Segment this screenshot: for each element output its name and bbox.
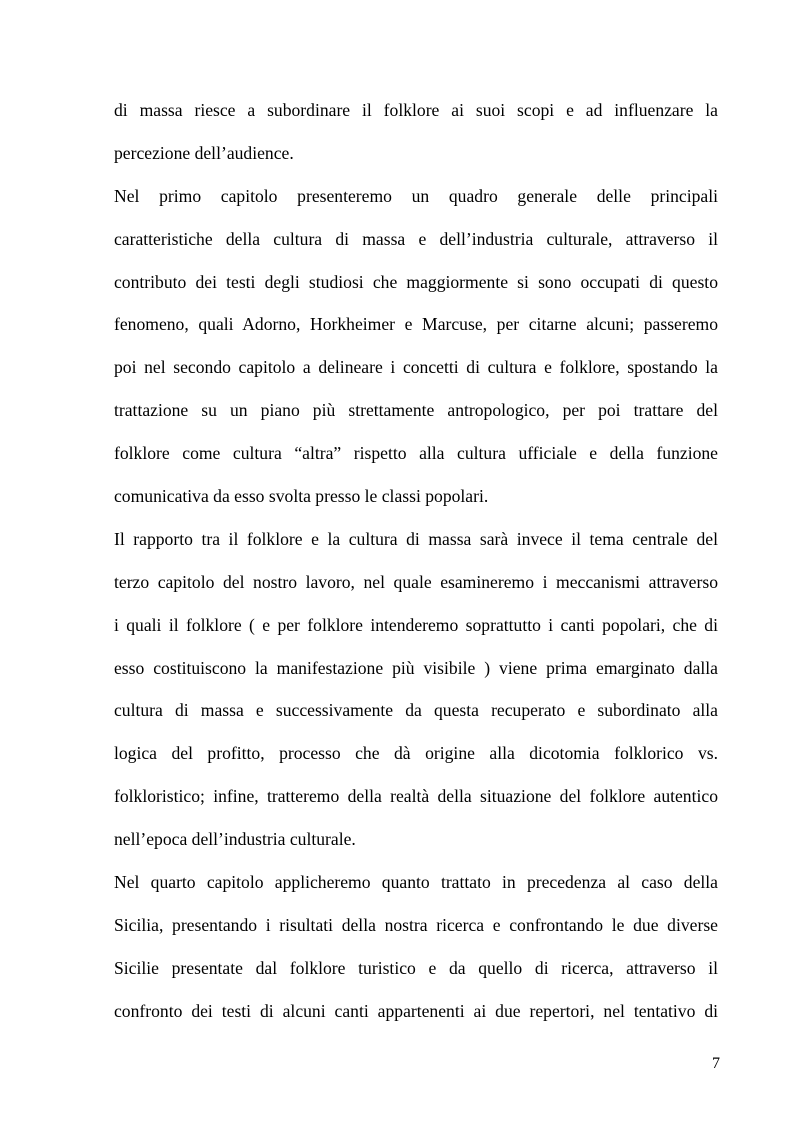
text-line: terzo capitolo del nostro lavoro, nel quale esamineremo i meccanismi attraverso (114, 571, 718, 592)
text-line: fenomeno, quali Adorno, Horkheimer e Marcuse, per citarne alcuni; passeremo (114, 314, 718, 335)
page-number: 7 (712, 1055, 720, 1072)
body-text (114, 89, 718, 1033)
text-line: nell’epoca dell’industria culturale. (114, 829, 356, 850)
text-line: esso costituiscono la manifestazione più visibile ) viene prima emarginato dalla (114, 657, 718, 678)
text-line: contributo dei testi degli studiosi che maggiormente si sono occupati di questo (114, 271, 718, 292)
text-line: cultura di massa e successivamente da questa recuperato e subordinato alla (114, 700, 718, 721)
text-line: caratteristiche della cultura di massa e dell’industria culturale, attraverso il (114, 228, 718, 249)
text-line: Il rapporto tra il folklore e la cultura di massa sarà invece il tema centrale del (114, 528, 718, 549)
text-line: trattazione su un piano più strettamente antropologico, per poi trattare del (114, 400, 718, 421)
text-line: poi nel secondo capitolo a delineare i concetti di cultura e folklore, spostando la (114, 357, 718, 378)
text-line: Nel quarto capitolo applicheremo quanto trattato in precedenza al caso della (114, 872, 718, 893)
text-line: Sicilia, presentando i risultati della nostra ricerca e confrontando le due diverse (114, 914, 718, 935)
text-line: confronto dei testi di alcuni canti appartenenti ai due repertori, nel tentativo di (114, 1000, 718, 1021)
text-line: percezione dell’audience. (114, 142, 294, 163)
text-line: Nel primo capitolo presenteremo un quadro generale delle principali (114, 185, 718, 206)
text-line: Sicilie presentate dal folklore turistico e da quello di ricerca, attraverso il (114, 957, 718, 978)
text-line: logica del profitto, processo che dà origine alla dicotomia folklorico vs. (114, 743, 718, 764)
text-line: folklore come cultura “altra” rispetto alla cultura ufficiale e della funzione (114, 443, 718, 464)
text-line: i quali il folklore ( e per folklore intenderemo soprattutto i canti popolari, che di (114, 614, 718, 635)
text-line: comunicativa da esso svolta presso le classi popolari. (114, 486, 489, 507)
text-line: folkloristico; infine, tratteremo della realtà della situazione del folklore autentico (114, 786, 718, 807)
text-line: di massa riesce a subordinare il folklore ai suoi scopi e ad influenzare la (114, 100, 718, 120)
